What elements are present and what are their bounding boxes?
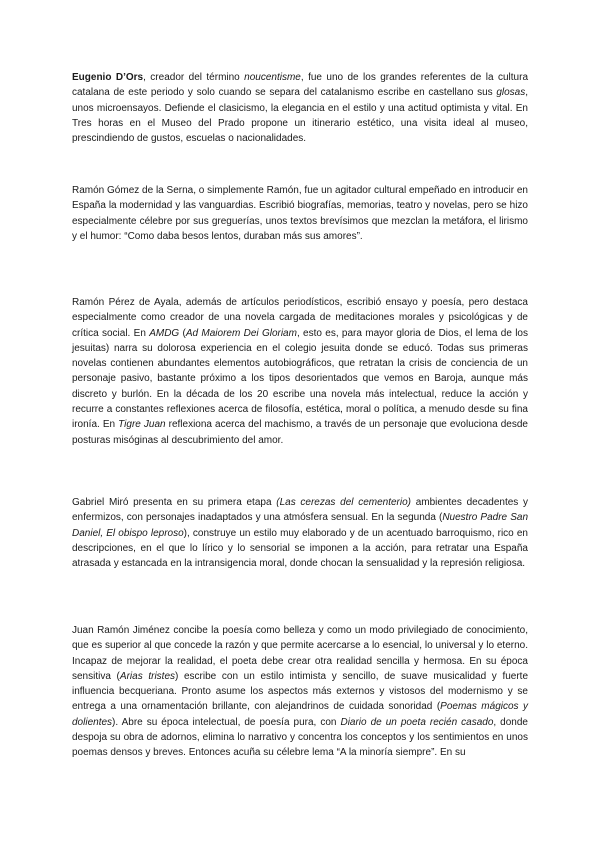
text-run: Gabriel Miró presenta en su primera etapa bbox=[72, 497, 277, 508]
text-run: , creador del término bbox=[143, 72, 245, 83]
text-run: ambientes decadentes y enfermizos, con personajes inadaptados y una atmósfera sensual. En la segunda ( bbox=[72, 497, 528, 524]
text-run: , esto es, para mayor gloria de Dios, el lema de los jesuitas) narra su dolorosa experiencia en el colegio jesuita donde se educó. Todas sus primeras novelas contienen abundantes elementos autobiográficos, que retratan la crisis de conciencia de un personaje pasivo, bastante próximo a los tipos desorientados que vemos en Baroja, aunque más discreto y burlón. En la década de los 20 escribe una novela más intelectual, reduce la acción y recurre a constantes reflexiones acerca de filosofía, estética, moral o política, a menudo desde su fina ironía. En bbox=[72, 327, 528, 431]
italic-text: glosas bbox=[496, 87, 526, 99]
text-run: , donde despoja su obra de adornos, elimina lo narrativo y concentra los conceptos y los sentimientos en unos poemas densos y breves. Entonces acuña su célebre lema “A la minoría siempre”. En su bbox=[72, 716, 528, 759]
text-run: ) escribe con un estilo intimista y sencillo, de suave musicalidad y fuerte influencia becqueriana. Pronto asume los aspectos más externos y vistosos del modernismo y se entrega a una ornamentación brillante, con alejandrinos de cuidada sonoridad ( bbox=[72, 670, 529, 713]
paragraph-ramon-perez-de-ayala bbox=[72, 295, 528, 448]
paragraph-eugenio-dors bbox=[72, 70, 528, 146]
text-run: , fue uno de los grandes referentes de la cultura catalana de este periodo y solo cuando se separa del catalanismo escribe en castellano sus bbox=[72, 72, 529, 99]
text-run: Ramón Pérez de Ayala, además de artículos periodísticos, escribió ensayo y poesía, pero destaca especialmente como creador de una novela cargada de meditaciones morales y psicológicas y de crítica social. En bbox=[72, 297, 528, 339]
text-run: , unos microensayos. Defiende el clasicismo, la elegancia en el estilo y una actitud optimista y vital. En Tres horas en el Museo del Prado propone un itinerario estético, una visita ideal al museo, prescindiendo de gustos, escuelas o nacionalidades. bbox=[72, 87, 528, 145]
text-run: ), construye un estilo muy elaborado y de un acentuado barroquismo, rico en descripciones, en el que lo lírico y lo sensorial se imponen a la acción, para retratar una España atrasada y estancada en la intransigencia moral, donde chocan la sensualidad y la represión religiosa. bbox=[72, 527, 528, 570]
italic-text: noucentisme bbox=[244, 72, 301, 83]
italic-text: AMDG bbox=[149, 327, 180, 339]
bold-text: Eugenio D’Ors bbox=[72, 72, 144, 83]
text-run: Ramón Gómez de la Serna, o simplemente Ramón, fue un agitador cultural empeñado en introducir en España la modernidad y las vanguardias. Escribió biografías, memorias, teatro y novelas, pero se hizo especialmente célebre por sus greguerías, unos textos brevísimos que mezclan la metáfora, el lirismo y el humor: “Como daba besos lentos, duraban más sus amores”. bbox=[72, 185, 528, 242]
paragraph-gabriel-miro bbox=[72, 495, 528, 571]
italic-text: (Las cerezas del cementerio) bbox=[276, 497, 411, 508]
italic-text: Nuestro Padre San Daniel, El obispo leproso bbox=[72, 512, 528, 539]
paragraph-ramon-gomez-de-la-serna bbox=[72, 183, 528, 244]
text-run: Juan Ramón Jiménez concibe la poesía como belleza y como un modo privilegiado de conocimiento, que es superior al que concede la razón y que permite acercarse a lo esencial, lo universal y lo eterno. Incapaz de mejorar la realidad, el poeta debe crear otra realidad sencilla y hermosa. En su época sensitiva ( bbox=[72, 625, 528, 682]
text-run: reflexiona acerca del machismo, a través de un personaje que evoluciona desde posturas misóginas al descubrimiento del amor. bbox=[72, 419, 528, 446]
italic-text: Arias tristes bbox=[119, 670, 176, 682]
italic-text: Poemas mágicos y dolientes bbox=[72, 701, 528, 728]
italic-text: Tigre Juan bbox=[118, 419, 166, 431]
italic-text: Ad Maiorem Dei Gloriam bbox=[185, 327, 297, 339]
text-run: ( bbox=[179, 327, 186, 339]
paragraph-juan-ramon-jimenez bbox=[72, 623, 528, 761]
italic-text: Diario de un poeta recién casado bbox=[340, 716, 494, 728]
text-run: ). Abre su época intelectual, de poesía pura, con bbox=[112, 716, 341, 728]
